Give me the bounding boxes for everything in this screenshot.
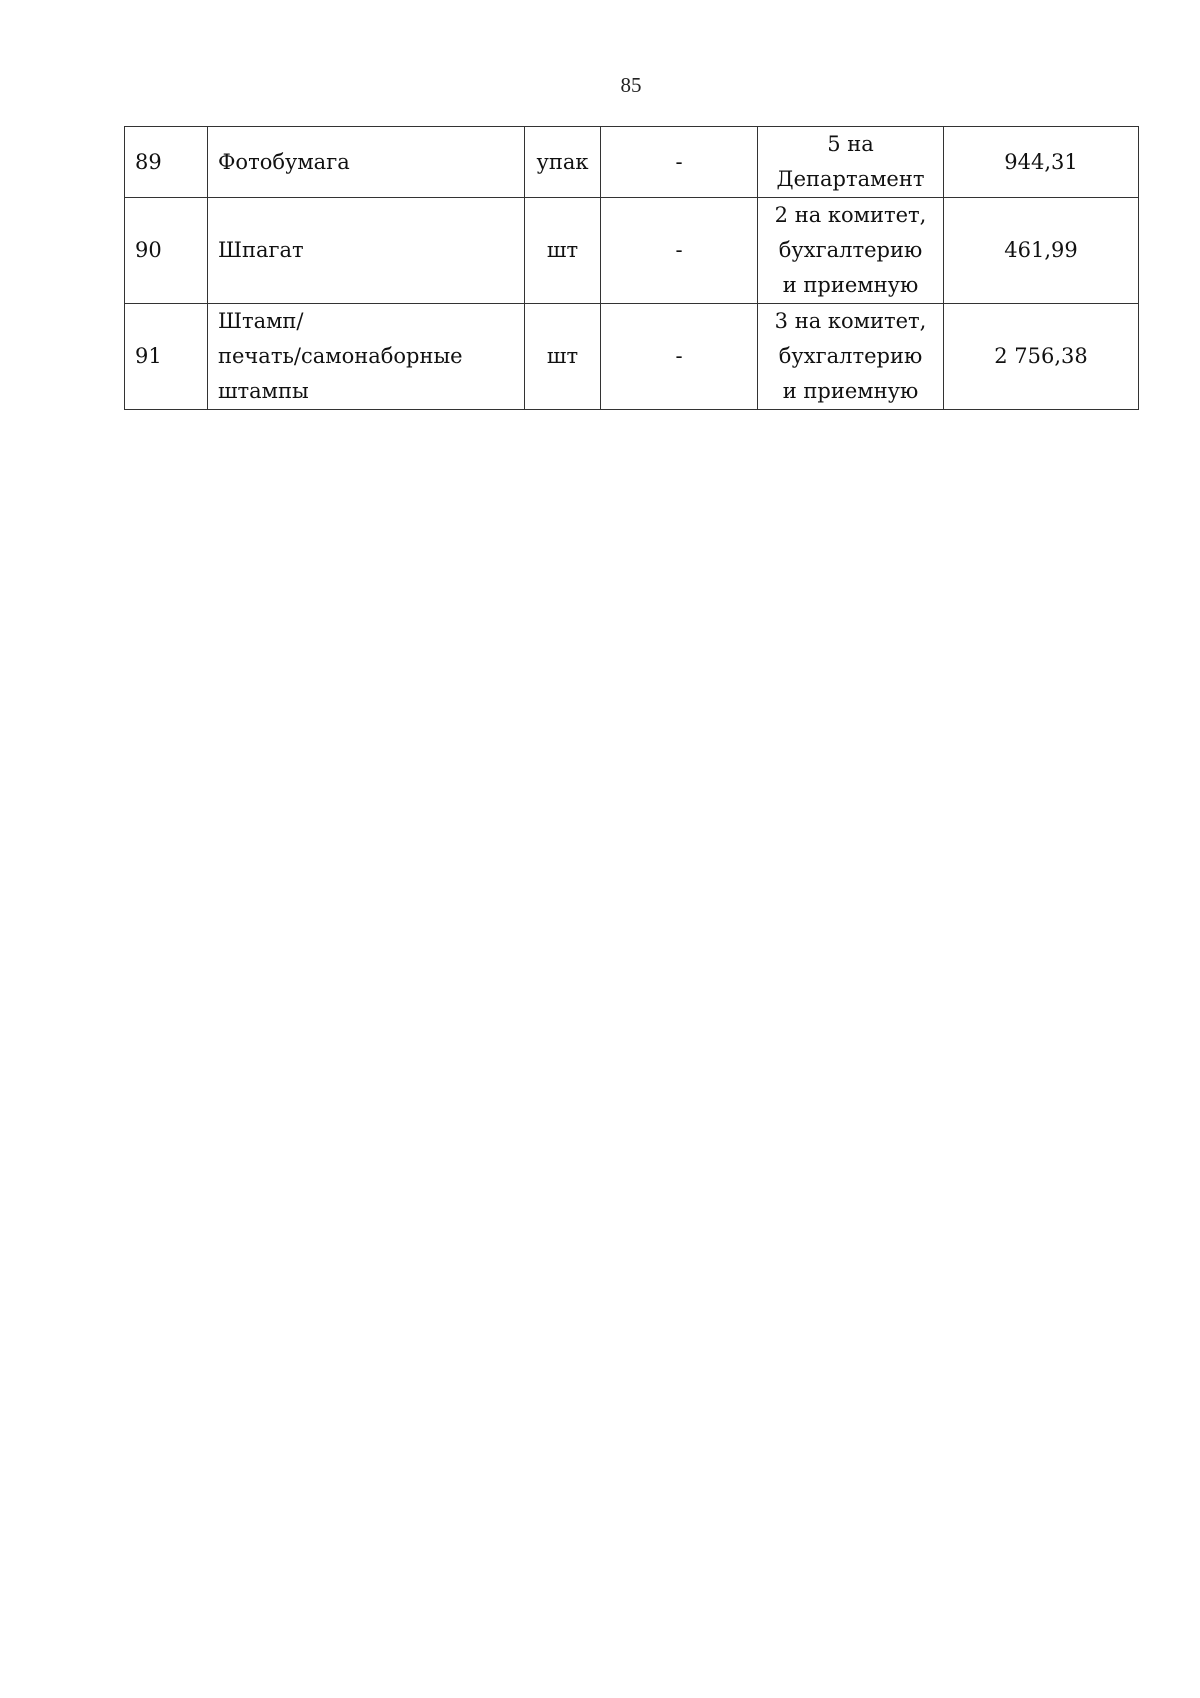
- page-number: 85: [620, 73, 642, 97]
- quantity-cell: 5 на Департамент: [758, 127, 944, 198]
- price-cell: 461,99: [944, 198, 1139, 304]
- unit-cell: шт: [525, 304, 601, 410]
- dash-cell: -: [601, 127, 758, 198]
- dash-cell: -: [601, 198, 758, 304]
- quantity-cell: 3 на комитет, бухгалтерию и приемную: [758, 304, 944, 410]
- table-row: [125, 304, 1139, 410]
- item-name-cell: Штамп/ печать/самонаборные штампы: [208, 304, 525, 410]
- item-name-cell: Шпагат: [208, 198, 525, 304]
- price-cell: 2 756,38: [944, 304, 1139, 410]
- row-number-cell: 90: [125, 198, 208, 304]
- price-cell: 944,31: [944, 127, 1139, 198]
- row-number-cell: 91: [125, 304, 208, 410]
- quantity-cell: 2 на комитет, бухгалтерию и приемную: [758, 198, 944, 304]
- table-row: [125, 127, 1139, 198]
- items-table: [124, 126, 1139, 410]
- unit-cell: шт: [525, 198, 601, 304]
- item-name-cell: Фотобумага: [208, 127, 525, 198]
- dash-cell: -: [601, 304, 758, 410]
- unit-cell: упак: [525, 127, 601, 198]
- row-number-cell: 89: [125, 127, 208, 198]
- table-row: [125, 198, 1139, 304]
